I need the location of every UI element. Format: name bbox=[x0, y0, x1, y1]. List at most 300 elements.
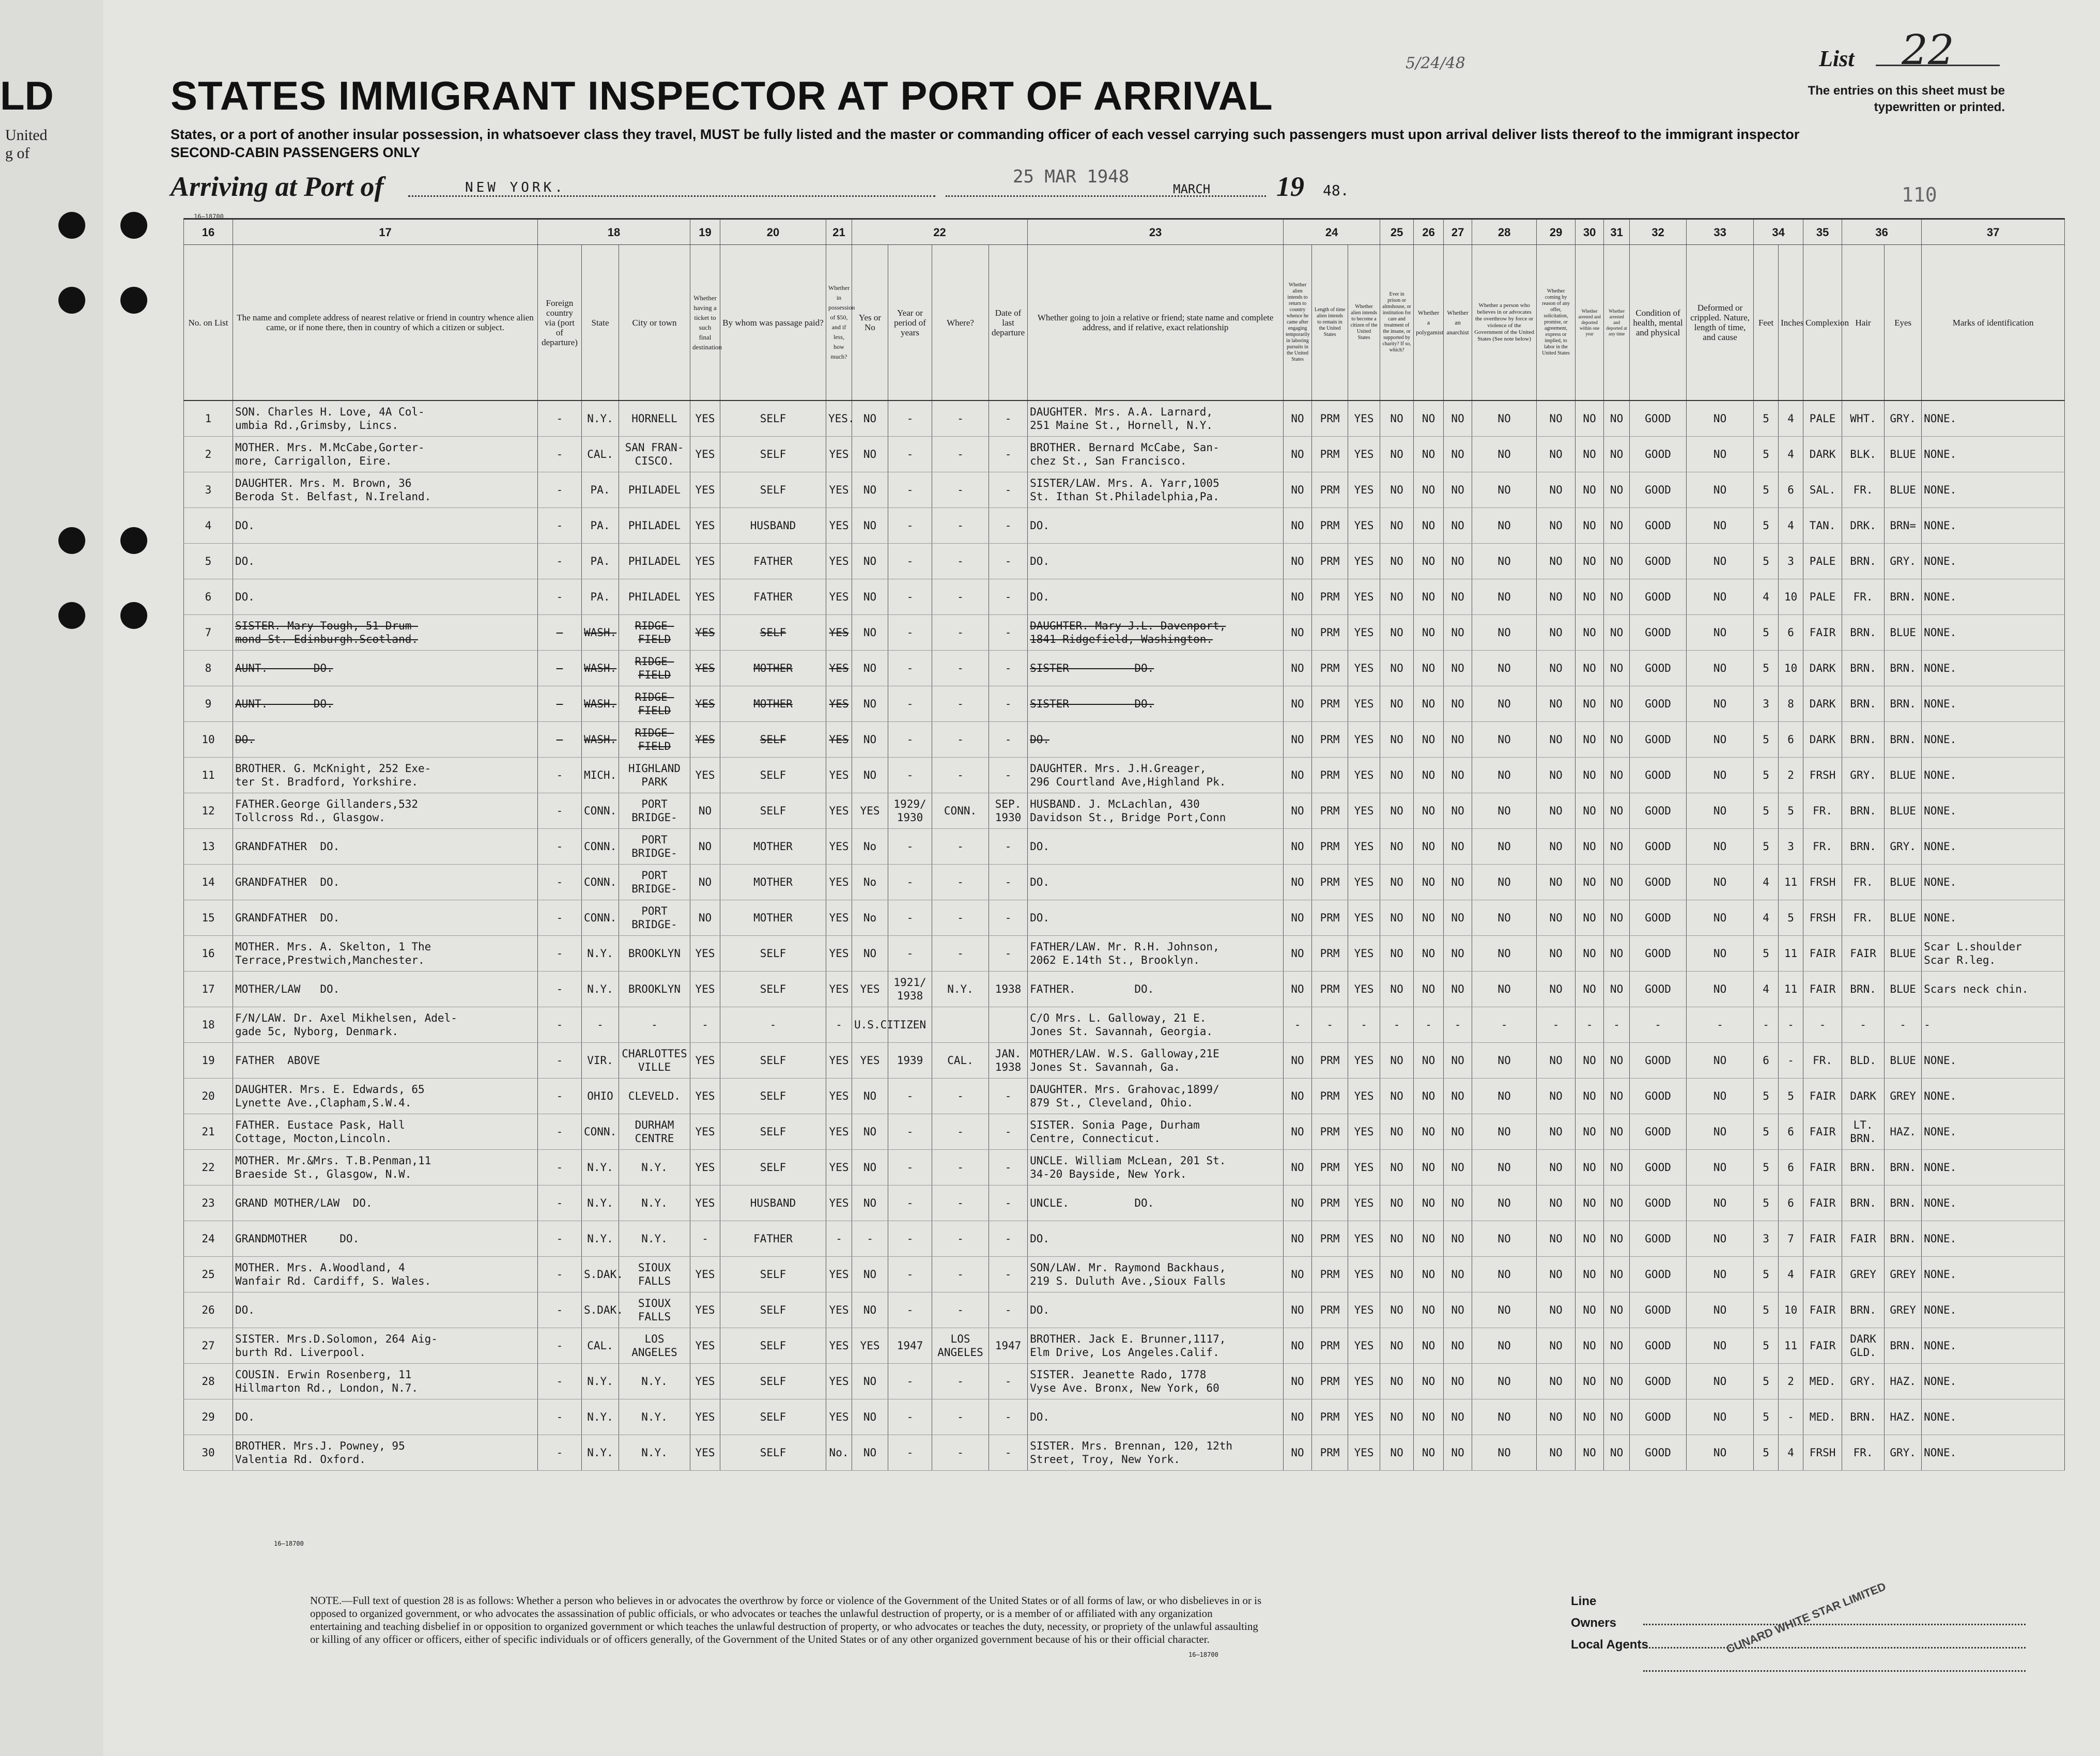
cell-marks: NONE. bbox=[1922, 1114, 2065, 1150]
cell-been-before: NO bbox=[852, 1292, 888, 1328]
question-28-note: NOTE.—Full text of question 28 is as follows: Whether a person who believes in or advocates the overthrow by force or violence of the Government of the United States or of all forms of law, or who disbelieves in or is opposed to organized government, or who advocates the assassination of public officials, or who advocates or teaches the unlawful destruction of property, or is a member of or affiliated with any organization entertaining and teaching disbelief in or opposition to organized government or which teaches the unlawful destruction of property, or who advocates or teaches the duty, necessity, or propriety of the unlawful assaulting or killing of any officer or officers, either of specific individuals or of officers generally, of the Government of the United States or of any other organized government because of his or their official character. bbox=[310, 1594, 1262, 1645]
cell-where: - bbox=[932, 1221, 989, 1257]
cell-height-feet: 5 bbox=[1754, 508, 1779, 544]
table-row bbox=[184, 758, 2065, 793]
cell-state: OHIO bbox=[582, 1079, 619, 1114]
cell-height-inches: - bbox=[1779, 1043, 1803, 1079]
cell-anarchist: NO bbox=[1444, 1043, 1472, 1079]
cell-purpose-length: PRM bbox=[1312, 544, 1348, 579]
cell-last-departure: - bbox=[989, 615, 1028, 651]
cell-nearest-relative: AUNT. DO. bbox=[233, 686, 538, 722]
cell-marks: NONE. bbox=[1922, 615, 2065, 651]
cell-health: GOOD bbox=[1630, 437, 1687, 472]
cell-city: - bbox=[619, 1007, 690, 1043]
table-row bbox=[184, 651, 2065, 686]
cell-overthrow: NO bbox=[1472, 722, 1537, 758]
cell-where: - bbox=[932, 829, 989, 865]
cell-last-departure: - bbox=[989, 722, 1028, 758]
cell-complexion: DARK bbox=[1803, 651, 1842, 686]
cell-where: - bbox=[932, 1079, 989, 1114]
cell-purpose-citizen: YES bbox=[1348, 508, 1380, 544]
cell-marks: NONE. bbox=[1922, 1328, 2065, 1364]
column-number-row bbox=[184, 219, 2065, 245]
cell-nearest-relative: F/N/LAW. Dr. Axel Mikhelsen, Adel- gade 5c, Nyborg, Denmark. bbox=[233, 1007, 538, 1043]
cell-hair: WHT. bbox=[1842, 401, 1885, 437]
cell-foreign-country: - bbox=[538, 615, 582, 651]
cell-prison: NO bbox=[1380, 793, 1414, 829]
cell-deported-any-time: NO bbox=[1604, 722, 1630, 758]
cell-year-period: - bbox=[888, 1292, 932, 1328]
cell-state: CONN. bbox=[582, 793, 619, 829]
cell-anarchist: NO bbox=[1444, 1435, 1472, 1471]
cell-join-relative: SON/LAW. Mr. Raymond Backhaus, 219 S. Duluth Ave.,Sioux Falls bbox=[1028, 1257, 1284, 1292]
cell-height-inches: 5 bbox=[1779, 1079, 1803, 1114]
cell-complexion: TAN. bbox=[1803, 508, 1842, 544]
cell-last-departure: - bbox=[989, 472, 1028, 508]
table-row bbox=[184, 401, 2065, 437]
cell-prison: NO bbox=[1380, 1292, 1414, 1328]
cell-marks: NONE. bbox=[1922, 1364, 2065, 1399]
cell-year-period: - bbox=[888, 401, 932, 437]
entries-note: The entries on this sheet must be typewritten or printed. bbox=[1808, 84, 2005, 114]
manifest-rows bbox=[184, 401, 2065, 1471]
cell-hair: BLK. bbox=[1842, 437, 1885, 472]
cell-deformed: NO bbox=[1687, 401, 1754, 437]
cell-state: S.DAK. bbox=[582, 1257, 619, 1292]
cell-purpose-length: PRM bbox=[1312, 1257, 1348, 1292]
cell-year-period: - bbox=[888, 544, 932, 579]
cell-passage-paid: HUSBAND bbox=[720, 508, 826, 544]
cell-deformed: NO bbox=[1687, 686, 1754, 722]
cell-complexion: FAIR bbox=[1803, 1328, 1842, 1364]
cell-join-relative: DO. bbox=[1028, 579, 1284, 615]
cell-deported-one-year: NO bbox=[1576, 1435, 1604, 1471]
cell-deported-any-time: NO bbox=[1604, 508, 1630, 544]
cell-deformed: NO bbox=[1687, 936, 1754, 972]
table-row bbox=[184, 1043, 2065, 1079]
cell-anarchist: NO bbox=[1444, 829, 1472, 865]
cell-year-period: - bbox=[888, 829, 932, 865]
cell-deported-one-year: NO bbox=[1576, 936, 1604, 972]
cell-been-before: NO bbox=[852, 722, 888, 758]
cell-nearest-relative: COUSIN. Erwin Rosenberg, 11 Hillmarton Rd., London, N.7. bbox=[233, 1364, 538, 1399]
table-row bbox=[184, 1221, 2065, 1257]
table-row bbox=[184, 472, 2065, 508]
cell-year-period: - bbox=[888, 686, 932, 722]
cell-deformed: NO bbox=[1687, 508, 1754, 544]
cell-eyes: HAZ. bbox=[1885, 1114, 1922, 1150]
cell-overthrow: NO bbox=[1472, 472, 1537, 508]
cell-ticket: YES bbox=[690, 579, 720, 615]
cell-health: GOOD bbox=[1630, 1292, 1687, 1328]
cell-health: GOOD bbox=[1630, 900, 1687, 936]
cell-deported-one-year: NO bbox=[1576, 544, 1604, 579]
cell-passage-paid: SELF bbox=[720, 1292, 826, 1328]
cell-health: GOOD bbox=[1630, 829, 1687, 865]
column-number: 36 bbox=[1842, 219, 1922, 245]
cell-deformed: NO bbox=[1687, 793, 1754, 829]
cell-city: N.Y. bbox=[619, 1435, 690, 1471]
cell-labor-offer: NO bbox=[1537, 686, 1576, 722]
cell-ticket: YES bbox=[690, 936, 720, 972]
cell-labor-offer: NO bbox=[1537, 1043, 1576, 1079]
cell-purpose-length: PRM bbox=[1312, 865, 1348, 900]
cell-complexion: FRSH bbox=[1803, 1435, 1842, 1471]
cell-purpose-citizen: YES bbox=[1348, 686, 1380, 722]
cell-overthrow: NO bbox=[1472, 793, 1537, 829]
cell-where: - bbox=[932, 437, 989, 472]
cell-purpose-citizen: YES bbox=[1348, 972, 1380, 1007]
cell-passage-paid: SELF bbox=[720, 972, 826, 1007]
cell-height-feet: 5 bbox=[1754, 1185, 1779, 1221]
cell-deported-any-time: NO bbox=[1604, 1114, 1630, 1150]
cell-complexion: DARK bbox=[1803, 722, 1842, 758]
cell-nearest-relative: GRANDFATHER DO. bbox=[233, 865, 538, 900]
cell-city: N.Y. bbox=[619, 1364, 690, 1399]
cell-purpose-length: PRM bbox=[1312, 651, 1348, 686]
cell-last-departure: SEP. 1930 bbox=[989, 793, 1028, 829]
cell-height-feet: - bbox=[1754, 1007, 1779, 1043]
cell-overthrow: NO bbox=[1472, 651, 1537, 686]
cell-purpose-length: PRM bbox=[1312, 437, 1348, 472]
cell-city: HIGHLAND PARK bbox=[619, 758, 690, 793]
cell-anarchist: NO bbox=[1444, 1364, 1472, 1399]
table-row bbox=[184, 686, 2065, 722]
cell-nearest-relative: DAUGHTER. Mrs. M. Brown, 36 Beroda St. Belfast, N.Ireland. bbox=[233, 472, 538, 508]
cell-health: GOOD bbox=[1630, 686, 1687, 722]
cell-height-inches: 6 bbox=[1779, 722, 1803, 758]
cell-foreign-country: - bbox=[538, 544, 582, 579]
cell-year-period: - bbox=[888, 1221, 932, 1257]
cell-complexion: MED. bbox=[1803, 1399, 1842, 1435]
cell-labor-offer: - bbox=[1537, 1007, 1576, 1043]
cell-height-inches: 10 bbox=[1779, 651, 1803, 686]
cell-fifty-dollars: YES bbox=[826, 1364, 852, 1399]
header-state: State bbox=[582, 245, 619, 401]
cell-polygamist: NO bbox=[1414, 758, 1444, 793]
cell-last-departure: - bbox=[989, 1435, 1028, 1471]
cell-been-before: NO bbox=[852, 1185, 888, 1221]
cell-deported-any-time: NO bbox=[1604, 793, 1630, 829]
cell-passage-paid: MOTHER bbox=[720, 900, 826, 936]
header-marks: Marks of identification bbox=[1922, 245, 2065, 401]
cell-deported-any-time: NO bbox=[1604, 758, 1630, 793]
cell-height-inches: 2 bbox=[1779, 758, 1803, 793]
cell-prison: NO bbox=[1380, 758, 1414, 793]
cell-last-departure: - bbox=[989, 936, 1028, 972]
cell-anarchist: - bbox=[1444, 1007, 1472, 1043]
cell-height-feet: 5 bbox=[1754, 437, 1779, 472]
cell-deported-one-year: NO bbox=[1576, 1114, 1604, 1150]
table-row bbox=[184, 1007, 2065, 1043]
cell-complexion: FAIR bbox=[1803, 1114, 1842, 1150]
cell-ticket: YES bbox=[690, 401, 720, 437]
cell-passage-paid: MOTHER bbox=[720, 829, 826, 865]
cell-been-before: NO bbox=[852, 508, 888, 544]
column-number: 22 bbox=[852, 219, 1028, 245]
cell-city: SAN FRAN- CISCO. bbox=[619, 437, 690, 472]
cell-year-period: - bbox=[888, 472, 932, 508]
cell-height-inches: 7 bbox=[1779, 1221, 1803, 1257]
cell-city: LOS ANGELES bbox=[619, 1328, 690, 1364]
cell-marks: NONE. bbox=[1922, 1185, 2065, 1221]
table-row bbox=[184, 1292, 2065, 1328]
cell-height-feet: 5 bbox=[1754, 1399, 1779, 1435]
cell-foreign-country: - bbox=[538, 758, 582, 793]
cell-purpose-return: NO bbox=[1284, 579, 1312, 615]
cell-fifty-dollars: YES bbox=[826, 1292, 852, 1328]
header-join-relative: Whether going to join a relative or friend; state name and complete address, and if relative, exact relationship bbox=[1028, 245, 1284, 401]
cell-eyes: BRN. bbox=[1885, 651, 1922, 686]
column-header-row bbox=[184, 245, 2065, 401]
cell-hair: FR. bbox=[1842, 865, 1885, 900]
cell-deported-any-time: NO bbox=[1604, 1043, 1630, 1079]
cell-purpose-length: PRM bbox=[1312, 1043, 1348, 1079]
cell-state: N.Y. bbox=[582, 1399, 619, 1435]
cell-deformed: NO bbox=[1687, 1364, 1754, 1399]
cell-fifty-dollars: YES bbox=[826, 1328, 852, 1364]
cell-prison: NO bbox=[1380, 544, 1414, 579]
cell-city: PORT BRIDGE- bbox=[619, 900, 690, 936]
cell-height-inches: 11 bbox=[1779, 936, 1803, 972]
cell-height-inches: 11 bbox=[1779, 972, 1803, 1007]
cell-polygamist: NO bbox=[1414, 651, 1444, 686]
cell-city: PHILADEL bbox=[619, 508, 690, 544]
cell-purpose-length: PRM bbox=[1312, 401, 1348, 437]
cell-height-inches: 6 bbox=[1779, 472, 1803, 508]
cell-row-number: 5 bbox=[184, 544, 233, 579]
cell-passage-paid: SELF bbox=[720, 1435, 826, 1471]
cell-city: PHILADEL bbox=[619, 544, 690, 579]
form-title: STATES IMMIGRANT INSPECTOR AT PORT OF ARRIVAL bbox=[171, 73, 1273, 118]
cell-marks: NONE. bbox=[1922, 900, 2065, 936]
cell-deported-any-time: NO bbox=[1604, 865, 1630, 900]
cell-row-number: 25 bbox=[184, 1257, 233, 1292]
cell-state: PA. bbox=[582, 544, 619, 579]
cell-where: CAL. bbox=[932, 1043, 989, 1079]
cell-complexion: FRSH bbox=[1803, 758, 1842, 793]
cell-purpose-return: NO bbox=[1284, 865, 1312, 900]
cell-marks: NONE. bbox=[1922, 1257, 2065, 1292]
passenger-class: SECOND-CABIN PASSENGERS ONLY bbox=[171, 145, 421, 160]
cell-labor-offer: NO bbox=[1537, 1185, 1576, 1221]
cell-purpose-return: NO bbox=[1284, 1043, 1312, 1079]
cell-height-feet: 5 bbox=[1754, 1435, 1779, 1471]
cell-last-departure: - bbox=[989, 1292, 1028, 1328]
cell-where: - bbox=[932, 936, 989, 972]
cell-where: - bbox=[932, 900, 989, 936]
cell-deported-any-time: NO bbox=[1604, 544, 1630, 579]
cell-height-inches: 6 bbox=[1779, 1150, 1803, 1185]
cell-join-relative: DO. bbox=[1028, 508, 1284, 544]
cell-anarchist: NO bbox=[1444, 1114, 1472, 1150]
cell-height-feet: 5 bbox=[1754, 472, 1779, 508]
cell-anarchist: NO bbox=[1444, 401, 1472, 437]
cell-marks: NONE. bbox=[1922, 1221, 2065, 1257]
cell-deformed: NO bbox=[1687, 544, 1754, 579]
cell-labor-offer: NO bbox=[1537, 1292, 1576, 1328]
column-number: 18 bbox=[538, 219, 690, 245]
cell-polygamist: NO bbox=[1414, 936, 1444, 972]
cell-health: GOOD bbox=[1630, 1043, 1687, 1079]
cell-marks: NONE. bbox=[1922, 686, 2065, 722]
cell-fifty-dollars: YES bbox=[826, 686, 852, 722]
cell-passage-paid: MOTHER bbox=[720, 651, 826, 686]
cell-purpose-return: NO bbox=[1284, 1292, 1312, 1328]
cell-polygamist: NO bbox=[1414, 1292, 1444, 1328]
cell-foreign-country: - bbox=[538, 1257, 582, 1292]
cell-marks: NONE. bbox=[1922, 1292, 2065, 1328]
cell-nearest-relative: DO. bbox=[233, 1292, 538, 1328]
cell-anarchist: NO bbox=[1444, 1328, 1472, 1364]
cell-where: - bbox=[932, 544, 989, 579]
header-health: Condition of health, mental and physical bbox=[1630, 245, 1687, 401]
cell-nearest-relative: MOTHER. Mrs. M.McCabe,Gorter- more, Carrigallon, Eire. bbox=[233, 437, 538, 472]
cell-height-inches: 11 bbox=[1779, 865, 1803, 900]
cell-been-before: NO bbox=[852, 1257, 888, 1292]
cell-fifty-dollars: YES bbox=[826, 508, 852, 544]
cell-ticket: NO bbox=[690, 793, 720, 829]
cell-height-inches: 3 bbox=[1779, 829, 1803, 865]
cell-nearest-relative: DO. bbox=[233, 544, 538, 579]
cell-labor-offer: NO bbox=[1537, 1114, 1576, 1150]
cell-height-inches: 6 bbox=[1779, 615, 1803, 651]
cell-height-feet: 4 bbox=[1754, 900, 1779, 936]
cell-overthrow: NO bbox=[1472, 1292, 1537, 1328]
table-row bbox=[184, 615, 2065, 651]
cell-where: - bbox=[932, 651, 989, 686]
cell-eyes: GREY bbox=[1885, 1292, 1922, 1328]
cell-purpose-return: NO bbox=[1284, 651, 1312, 686]
cell-state: WASH. bbox=[582, 615, 619, 651]
cell-nearest-relative: FATHER ABOVE bbox=[233, 1043, 538, 1079]
cell-labor-offer: NO bbox=[1537, 401, 1576, 437]
cell-health: GOOD bbox=[1630, 1399, 1687, 1435]
cell-health: GOOD bbox=[1630, 865, 1687, 900]
cell-where: - bbox=[932, 758, 989, 793]
cell-nearest-relative: SISTER. Mrs.D.Solomon, 264 Aig- burth Rd. Liverpool. bbox=[233, 1328, 538, 1364]
header-deported-one-year: Whether arrested and deported within one year bbox=[1576, 245, 1604, 401]
header-ticket: Whether having a ticket to such final destination bbox=[690, 245, 720, 401]
cell-passage-paid: SELF bbox=[720, 1399, 826, 1435]
cell-height-inches: 4 bbox=[1779, 508, 1803, 544]
cell-height-inches: - bbox=[1779, 1007, 1803, 1043]
cell-deformed: NO bbox=[1687, 1257, 1754, 1292]
cell-last-departure: - bbox=[989, 401, 1028, 437]
cell-purpose-length: PRM bbox=[1312, 579, 1348, 615]
cell-passage-paid: SELF bbox=[720, 722, 826, 758]
cell-hair: BRN. bbox=[1842, 722, 1885, 758]
cell-deported-any-time: NO bbox=[1604, 686, 1630, 722]
cell-been-before: NO bbox=[852, 1435, 888, 1471]
cell-labor-offer: NO bbox=[1537, 1399, 1576, 1435]
cell-passage-paid: SELF bbox=[720, 401, 826, 437]
cell-city: PORT BRIDGE- bbox=[619, 793, 690, 829]
cell-purpose-citizen: YES bbox=[1348, 615, 1380, 651]
cell-anarchist: NO bbox=[1444, 686, 1472, 722]
port-value: NEW YORK. bbox=[465, 180, 566, 195]
cell-fifty-dollars: YES bbox=[826, 865, 852, 900]
cell-prison: NO bbox=[1380, 472, 1414, 508]
cell-overthrow: NO bbox=[1472, 401, 1537, 437]
cell-health: GOOD bbox=[1630, 758, 1687, 793]
cell-fifty-dollars: - bbox=[826, 1221, 852, 1257]
arrival-year-suffix: 48. bbox=[1323, 182, 1349, 199]
cell-been-before: YES bbox=[852, 793, 888, 829]
cell-polygamist: NO bbox=[1414, 1079, 1444, 1114]
cell-purpose-length: PRM bbox=[1312, 1221, 1348, 1257]
cell-join-relative: DO. bbox=[1028, 865, 1284, 900]
cell-hair: GREY bbox=[1842, 1257, 1885, 1292]
cell-overthrow: NO bbox=[1472, 1079, 1537, 1114]
cell-overthrow: NO bbox=[1472, 972, 1537, 1007]
cell-year-period: - bbox=[888, 1257, 932, 1292]
cell-deformed: NO bbox=[1687, 1079, 1754, 1114]
cell-deported-one-year: NO bbox=[1576, 1257, 1604, 1292]
cell-deported-one-year: NO bbox=[1576, 758, 1604, 793]
cell-year-period: - bbox=[888, 651, 932, 686]
cell-purpose-length: PRM bbox=[1312, 1364, 1348, 1399]
cell-deformed: NO bbox=[1687, 722, 1754, 758]
cell-deported-any-time: NO bbox=[1604, 615, 1630, 651]
cell-labor-offer: NO bbox=[1537, 865, 1576, 900]
cell-been-before: NO bbox=[852, 686, 888, 722]
cell-last-departure: - bbox=[989, 900, 1028, 936]
cell-row-number: 18 bbox=[184, 1007, 233, 1043]
cell-marks: NONE. bbox=[1922, 722, 2065, 758]
cell-eyes: BRN. bbox=[1885, 1328, 1922, 1364]
cell-health: GOOD bbox=[1630, 972, 1687, 1007]
cell-purpose-citizen: YES bbox=[1348, 900, 1380, 936]
cell-eyes: BRN. bbox=[1885, 1185, 1922, 1221]
column-number: 34 bbox=[1754, 219, 1803, 245]
cell-complexion: FAIR bbox=[1803, 972, 1842, 1007]
cell-deported-one-year: NO bbox=[1576, 1221, 1604, 1257]
cell-purpose-citizen: YES bbox=[1348, 1364, 1380, 1399]
cell-labor-offer: NO bbox=[1537, 1435, 1576, 1471]
cell-state: CONN. bbox=[582, 829, 619, 865]
cell-marks: NONE. bbox=[1922, 1079, 2065, 1114]
cell-height-feet: 4 bbox=[1754, 579, 1779, 615]
cell-state: CONN. bbox=[582, 865, 619, 900]
cell-last-departure: - bbox=[989, 651, 1028, 686]
cell-purpose-citizen: YES bbox=[1348, 758, 1380, 793]
cell-marks: NONE. bbox=[1922, 472, 2065, 508]
cell-last-departure: - bbox=[989, 1221, 1028, 1257]
cell-deported-any-time: NO bbox=[1604, 401, 1630, 437]
cell-nearest-relative: DAUGHTER. Mrs. E. Edwards, 65 Lynette Ave.,Clapham,S.W.4. bbox=[233, 1079, 538, 1114]
column-number: 26 bbox=[1414, 219, 1444, 245]
cell-purpose-return: NO bbox=[1284, 829, 1312, 865]
cell-hair: BRN. bbox=[1842, 651, 1885, 686]
cell-nearest-relative: MOTHER. Mrs. A. Skelton, 1 The Terrace,Prestwich,Manchester. bbox=[233, 936, 538, 972]
column-number: 37 bbox=[1922, 219, 2065, 245]
cell-purpose-length: PRM bbox=[1312, 1399, 1348, 1435]
cell-marks: Scars neck chin. bbox=[1922, 972, 2065, 1007]
cell-row-number: 7 bbox=[184, 615, 233, 651]
cell-state: N.Y. bbox=[582, 936, 619, 972]
cell-polygamist: NO bbox=[1414, 686, 1444, 722]
cell-health: GOOD bbox=[1630, 936, 1687, 972]
cell-purpose-return: NO bbox=[1284, 437, 1312, 472]
cell-ticket: YES bbox=[690, 1257, 720, 1292]
cell-state: CONN. bbox=[582, 1114, 619, 1150]
cell-last-departure: - bbox=[989, 1257, 1028, 1292]
cell-labor-offer: NO bbox=[1537, 1150, 1576, 1185]
cell-purpose-return: NO bbox=[1284, 1114, 1312, 1150]
cell-row-number: 29 bbox=[184, 1399, 233, 1435]
cell-deformed: NO bbox=[1687, 972, 1754, 1007]
